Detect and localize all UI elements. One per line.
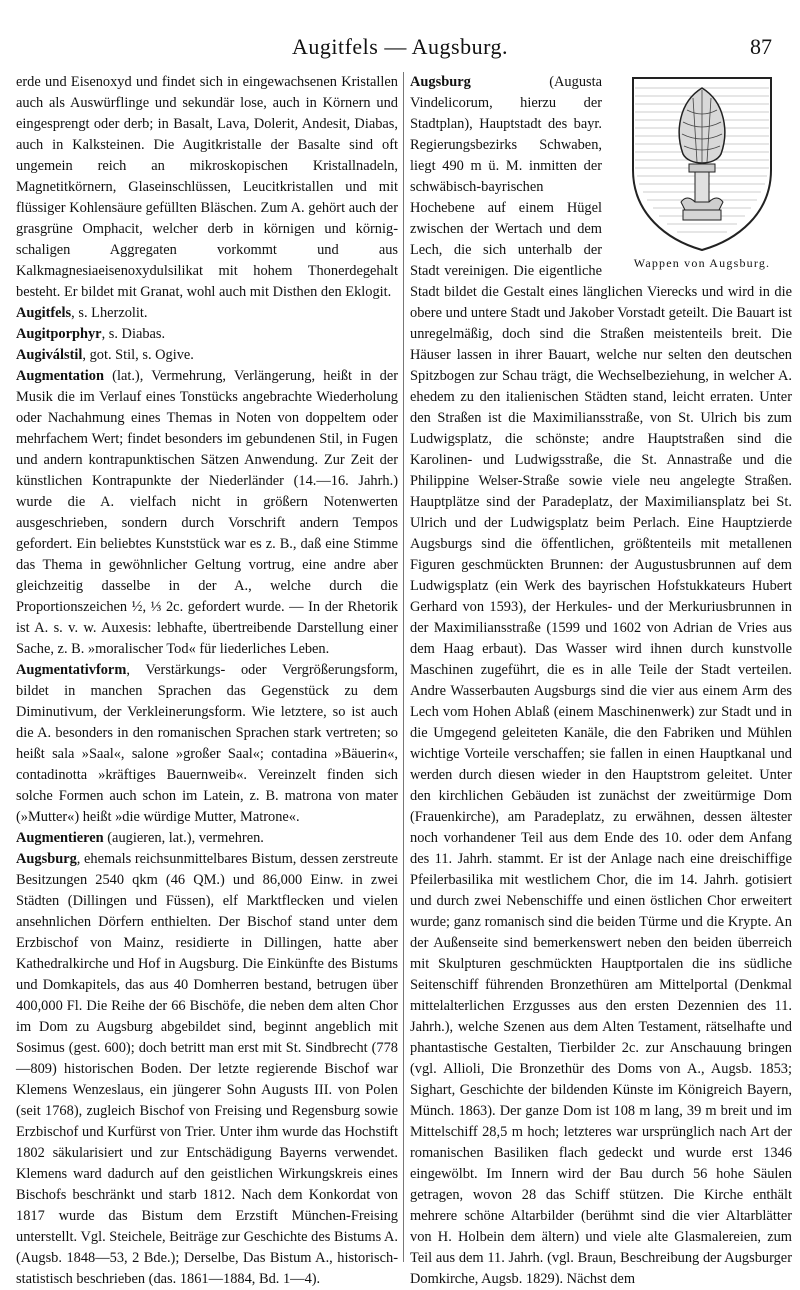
- headword: Augiválstil: [16, 347, 83, 363]
- entry-augitporphyr: Augitporphyr, s. Diabas.: [16, 326, 166, 342]
- coat-of-arms-figure: [612, 72, 792, 270]
- entry-augmentieren: Augmentieren (augieren, lat.), vermehren.: [16, 830, 264, 846]
- left-column: [16, 72, 398, 1287]
- headword: Augsburg: [16, 851, 77, 867]
- entry-augit-continuation: erde und Eisenoxyd und findet sich in eingewachsenen Kristallen auch als Auswürflinge und sekundär lose, auch in Körnern und eingesprengt oder derb; in Basalt, Lava, Dolerit, Andesit, Diabas, auch in Kalksteinen. Die Augitkristalle der Basalte sind oft ungemein reich an mikroskopischen Kristallnadeln, Magnetitkörnern, Glaseinschlüssen, Leucitkristallen und mit flüssiger Kohlensäure gefüllten Bläschen. Zum A. gehört auch der grasgrüne Omphacit, welcher derb in körnigen und körnig-schaligen Aggregaten vorkommt und aus Kalkmagnesiaeisenoxydulsilikat mit hohem Thonerdegehalt besteht. Er bildet mit Granat, wohl auch mit Disthen den Eklogit.: [16, 74, 398, 300]
- figure-caption: Wappen von Augsburg.: [633, 256, 771, 270]
- headword: Augitporphyr: [16, 326, 102, 342]
- coat-of-arms-image: [627, 74, 777, 252]
- headword: Augsburg: [410, 74, 471, 90]
- entry-augmentativform: Augmentativform, Verstärkungs- oder Vergrößerungsform, bildet in manchen Sprachen das Gegenstück zu dem Diminutivum, der Verkleinerungsform. Wie letztere, so ist auch die A. besonders in den romanischen Sprachen stark vertreten; so heißt sala »Saal«, salone »großer Saal«; contadina »Bäuerin«, contadinotta »kräftiges Bauernweib«. Vereinzelt finden sich solche Formen auch schon im Latein, z. B. matrona von mater (»Mutter«) heißt »die würdige Mutter, Matrone«.: [16, 662, 398, 825]
- entry-augsburg-bistum: Augsburg, ehemals reichsunmittelbares Bistum, dessen zerstreute Besitzungen 2540 qkm (46 QM.) und 86,000 Einw. in zwei Städten (Dillingen und Füssen), elf Marktflecken und vielen ansehnlichen Dörfern enthielten. Der Bischof stand unter dem Erzbischof von Mainz, residierte in Dillingen, hatte aber Kathedralkirche und Hof in Augsburg. Die Einkünfte des Bistums und Domkapitels, das aus 40 Domherren bestand, betrugen über 400,000 Fl. Die Reihe der 66 Bischöfe, die neben dem alten Chor im Dom zu Augsburg abgebildet sind, beginnt angeblich mit Sosimus (gest. 600); doch betritt man erst mit St. Sindbrecht (778—809) historischen Boden. Der letzte regierende Bischof war Klemens Wenzeslaus, ein jüngerer Sohn Augusts III. von Polen (seit 1768), zugleich Bischof von Freising und Regensburg sowie Erzbischof und Kurfürst von Trier. Unter ihm wurde das Hochstift 1802 säkularisiert und zur Entschädigung Bayerns verwendet. Klemens ward dadurch auf den geistlichen Wirkungskreis eines Bischofs beschränkt und starb 1812. Nach dem Konkordat von 1817 wurde das Bistum dem Erzstift München-Freising unterstellt. Vgl. Steichele, Beiträge zur Geschichte des Bistums A. (Augsb. 1848—53, 2 Bde.); Derselbe, Das Bistum A., historisch-statistisch beschrieben (das. 1861—1884, Bd. 1—4).: [16, 851, 398, 1287]
- column-divider: [403, 72, 404, 1262]
- headword: Augmentieren: [16, 830, 104, 846]
- page-number: 87: [750, 34, 772, 59]
- entry-augsburg-stadt: Augsburg (Augusta Vindelicorum, hierzu der Stadtplan), Hauptstadt des bayr. Regierungsbezirks Schwaben, liegt 490 m ü. M. inmitten der schwäbisch-bayrischen Hochebene auf einem Hügel zwischen der Wertach und dem Lech, die sich unterhalb der Stadt vereinigen. Die eigentliche Stadt bildet die Gestalt eines länglichen Vierecks und wird in die obere und untere Stadt und Jakober Vorstadt geteilt. Die Bauart ist unregelmäßig, doch sind die Straßen meistenteils breit. Die Häuser lassen in ihrer Bauart, welche nur selten den deutschen Spitzbogen zur Schau trägt, die Wechselbeziehung, in welcher A. ehedem zu den italienischen Städten stand, leicht erraten. Unter den Straßen ist die Maximiliansstraße, von St. Ulrich bis zum Ludwigsplatz, die schönste; andre Hauptstraßen sind die Karolinen- und Ludwigsstraße, die St. Annastraße und die Philippine Welser-Straße sowie viele neu angelegte Straßen. Hauptplätze sind der Paradeplatz, der Maximiliansplatz bei St. Ulrich und der Ludwigsplatz beim Perlach. Eine Hauptzierde Augsburgs sind die öffentlichen, größtenteils mit metallenen Figuren geschmückten Brunnen: der Augustusbrunnen auf dem Ludwigsplatz (ein Werk des bayrischen Hofstukkateurs Hubert Gerhard von 1593), der Herkules- und der Merkuriusbrunnen in der Maximiliansstraße (1599 und 1602 von Adrian de Vries aus dem Haag erbaut). Das Wasser wird ihnen durch kunstvolle Maschinen zugeführt, die es in alle Teile der Stadt verteilen. Andre Wasserbauten Augsburgs sind die vier aus einem Arm des Lech vom Hohen Ablaß (einem Maschinenwerk) zur Stadt und in die Umgegend geleiteten Kanäle, die den Fabriken und Mühlen wichtige Vorteile verschaffen; sie fallen in einen Hauptkanal und werden durch diesen wieder in den Hauptstrom geleitet. Unter den kirchlichen Gebäuden ist zunächst der zweitürmige Dom (Frauenkirche), am Paradeplatz, zu erwähnen, dessen ältester noch vorhandener Teil aus dem Ende des 10. oder dem Anfang des 11. Jahrh. stammt. Er ist der Anlage nach eine dreischiffige Pfeilerbasilika mit westlichem Chor, die im 14. Jahrh. gotisiert und durch zwei Nebenschiffe und einen östlichen Chor erweitert wurde; ganz romanisch sind die beiden Türme und die Krypte. An der Außenseite sind bemerkenswert neben den beiden überreich mit Skulpturen geschmückten Hauptportalen die ins südliche Seitenschiff führenden Bronzethüren am Mittelportal (Denkmal mittelalterlichen Erzgusses aus den ersten Dezennien des 11. Jahrh.), welche Szenen aus dem Alten Testament, rätselhafte und phantastische Gestalten, Tierbilder 2c. zur Anschauung bringen (vgl. Allioli, Die Bronzethür des Doms von A., Augsb. 1853; Sighart, Geschichte der bildenden Künste im Königreich Bayern, Münch. 1863). Der ganze Dom ist 108 m lang, 39 m breit und im Mittelschiff 28,5 m hoch; letzteres war ursprünglich nach Art der romanischen Basiliken flach gedeckt und wurde erst 1346 eingewölbt. Im Innern wird der Bau durch 56 hohe Säulen getragen, wovon 28 das Schiff stützen. Die Kirche enthält mehrere schöne Altarbilder (berühmt sind die vier Altarblätter von H. Holbein dem ältern) und viele alte Glasmalereien, zum Teil aus dem 11. Jahrh. (vgl. Braun, Beschreibung der Augsburger Domkirche, Augsb. 1829). Nächst dem: [410, 74, 792, 1287]
- headword: Augitfels: [16, 305, 72, 321]
- entry-augitfels: Augitfels, s. Lherzolit.: [16, 305, 148, 321]
- right-column: [410, 72, 792, 1287]
- page-header: [14, 34, 786, 60]
- entry-augivalstil: Augiválstil, got. Stil, s. Ogive.: [16, 347, 194, 363]
- running-title: Augitfels — Augsburg.: [291, 34, 509, 59]
- headword: Augmentativform: [16, 662, 127, 678]
- headword: Augmentation: [16, 368, 104, 384]
- entry-augmentation: Augmentation (lat.), Vermehrung, Verlängerung, heißt in der Musik die im Verlauf eines Tonstücks angebrachte Wiederholung oder Nachahmung eines Themas in Noten von doppeltem oder mehrfachem Wert; findet besonders im gebundenen Stil, in Fugen und andern kontrapunktischen Sätzen Anwendung. Zur Zeit der künstlichen Kontrapunkte der Niederländer (14.—16. Jahrh.) wurde die A. vielfach nicht in größern Notenwerten ausgeschrieben, sondern durch Vorschrift andern Tempos gefordert. Ein beliebtes Kunststück war es z. B., daß eine Stimme das Thema in gewöhnlicher Geltung vortrug, eine andre aber gleichzeitig dasselbe in der A., welche durch die Proportionszeichen ½, ⅓ 2c. gefordert wurde. — In der Rhetorik ist A. s. v. w. Auxesis: lebhafte, übertreibende Darstellung einer Sache, z. B. »moralischer Tod« für liederliches Leben.: [16, 368, 398, 657]
